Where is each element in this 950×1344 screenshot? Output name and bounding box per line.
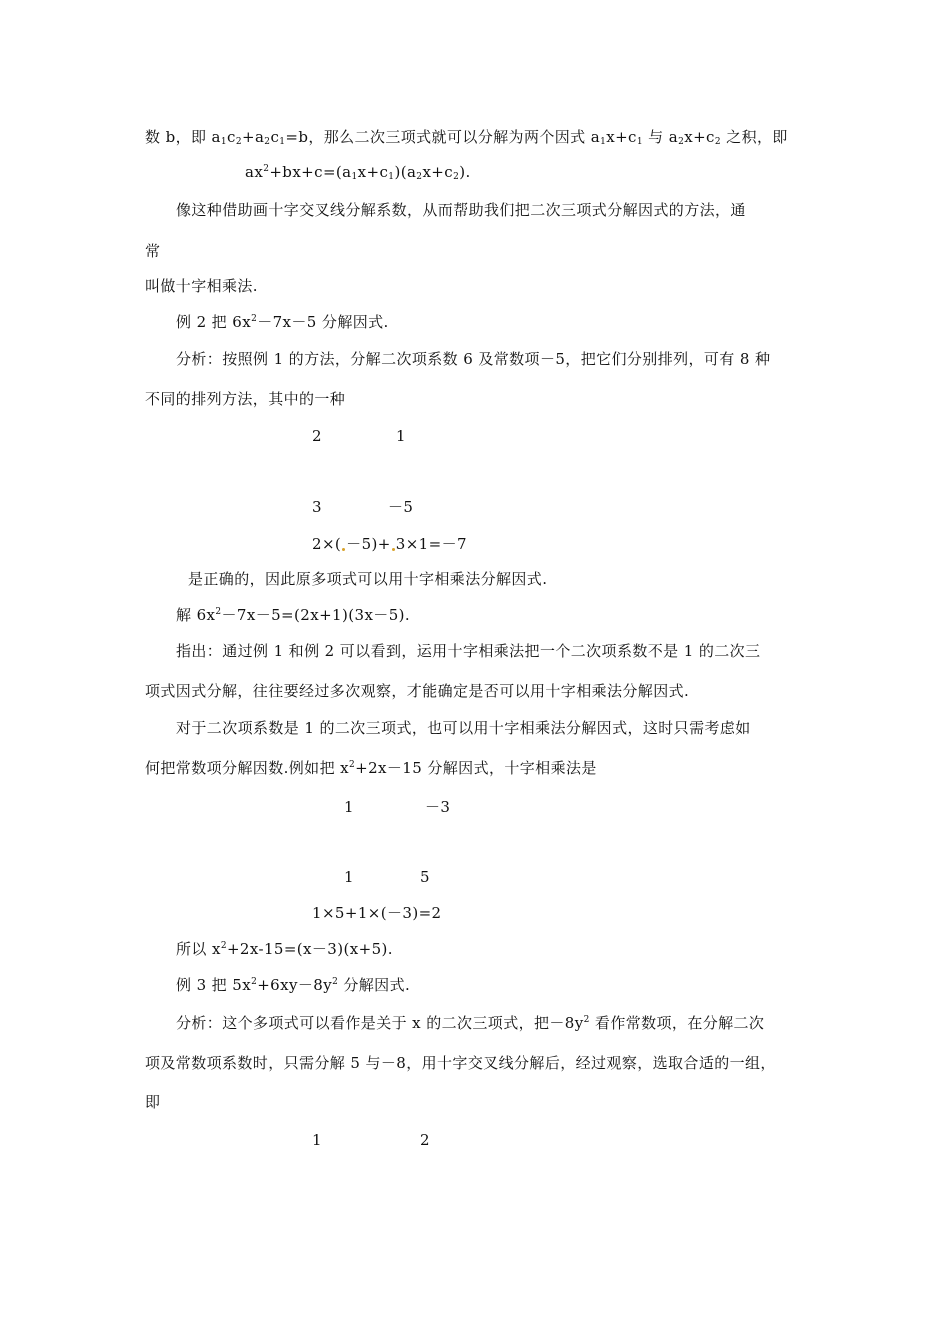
cross-coefficient: 1 [344,868,354,886]
marker-dot [342,548,345,551]
paragraph-line: 何把常数项分解因数.例如把 $x^2+2x-15$ 分解因式，十字相乘法是 [145,759,597,777]
paragraph-line: 项及常数项系数时，只需分解 5 与－8，用十字交叉线分解后，经过观察，选取合适的一组， [145,1054,776,1072]
example-heading: 例 2 把 $6x^2-7x-5$ 分解因式. [176,313,389,331]
result-line: 所以 $x^2+2x-15=(x-3)(x+5)$. [176,940,393,958]
paragraph-line: 即 [145,1093,161,1111]
paragraph-line: 是正确的，因此原多项式可以用十字相乘法分解因式. [188,570,548,588]
paragraph-line: 像这种借助画十字交叉线分解系数，从而帮助我们把二次三项式分解因式的方法，通 [176,201,746,219]
equation-line: $ax^2+bx+c=(a_1x+c_1)(a_2x+c_2)$. [245,163,471,182]
paragraph-line: 指出：通过例 1 和例 2 可以看到，运用十字相乘法把一个二次项系数不是 1 的二次三 [176,642,761,660]
cross-constant: 2 [420,1131,430,1149]
paragraph-line: 数 b，即 $a_1c_2+a_2c_1=b$，那么二次三项式就可以分解为两个因式 $a_1x+c_1$ 与 $a_2x+c_2$ 之积，即 [145,128,788,147]
example-heading: 例 3 把 $5x^2+6xy-8y^2$ 分解因式. [176,976,411,994]
paragraph-line: 叫做十字相乘法. [145,277,258,295]
cross-constant: 1 [396,427,406,445]
paragraph-line: 分析：这个多项式可以看作是关于 x 的二次三项式，把$-8y^2$ 看作常数项，在分解二次 [176,1014,765,1032]
cross-check: 2×( －5)+ 3×1=－7 [312,535,467,553]
paragraph-line: 不同的排列方法，其中的一种 [145,390,346,408]
paragraph-line: 项式因式分解，往往要经过多次观察，才能确定是否可以用十字相乘法分解因式. [145,682,690,700]
cross-constant: －5 [388,498,414,516]
paragraph-line: 对于二次项系数是 1 的二次三项式，也可以用十字相乘法分解因式，这时只需考虑如 [176,719,751,737]
cross-constant: －3 [425,798,451,816]
cross-constant: 5 [420,868,430,886]
cross-coefficient: 1 [312,1131,322,1149]
cross-check: 1×5+1×(－3)=2 [312,904,442,922]
solution-line: 解 $6x^2-7x-5=(2x+1)(3x-5)$. [176,606,411,624]
cross-coefficient: 2 [312,427,322,445]
paragraph-line: 分析：按照例 1 的方法，分解二次项系数 6 及常数项－5，把它们分别排列，可有 8 种 [176,350,771,368]
paragraph-line: 常 [145,242,161,260]
marker-dot [392,548,395,551]
cross-coefficient: 3 [312,498,322,516]
cross-coefficient: 1 [344,798,354,816]
